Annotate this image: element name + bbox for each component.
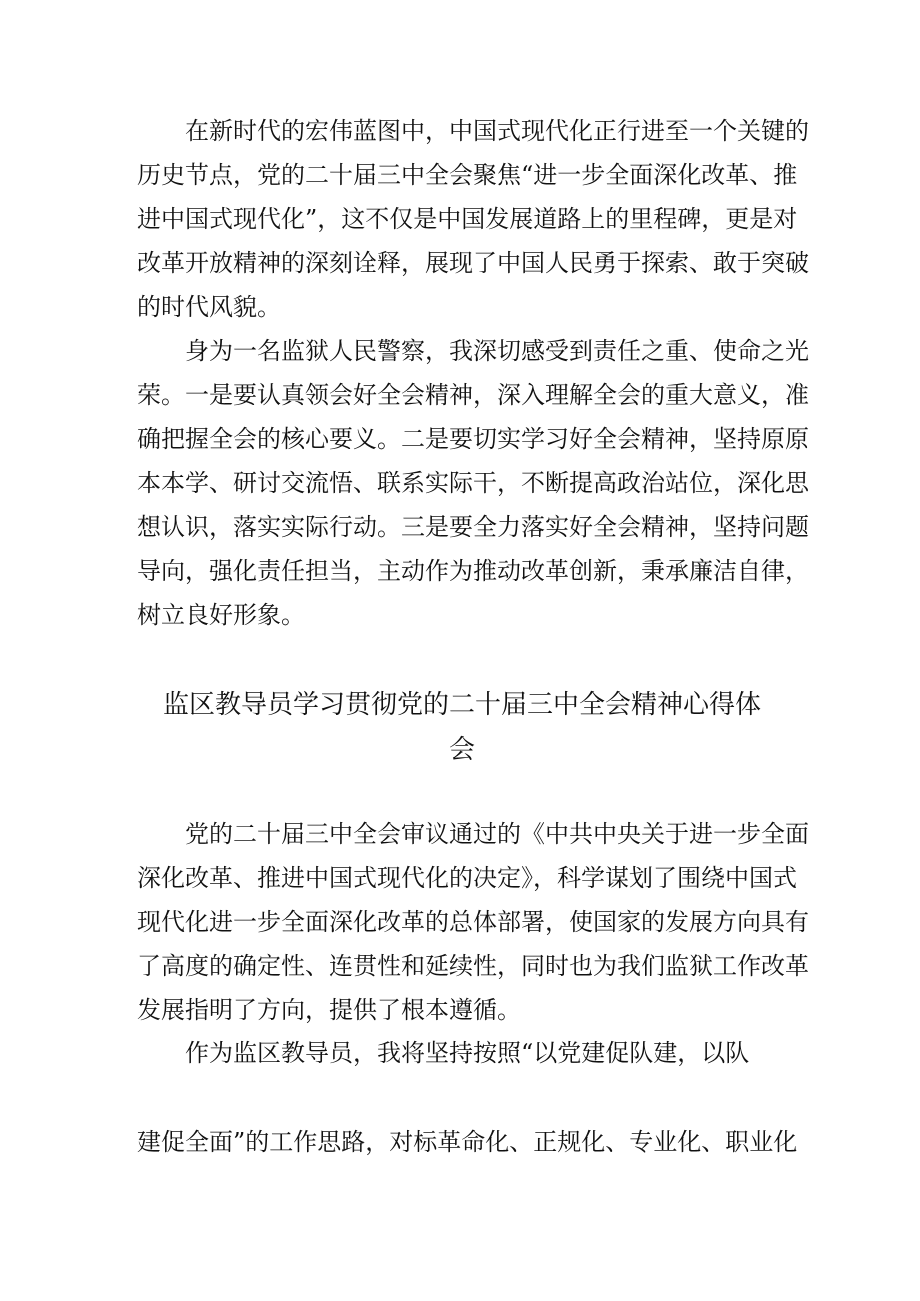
text-line: 历史节点，党的二十届三中全会聚焦“进一步全面深化改革、推 bbox=[137, 161, 798, 189]
text-line: 了高度的确定性、连贯性和延续性，同时也为我们监狱工作改革 bbox=[137, 952, 809, 980]
text-line: 身为一名监狱人民警察，我深切感受到责任之重、使命之光 bbox=[137, 337, 809, 365]
text-line: 发展指明了方向，提供了根本遵循。 bbox=[137, 996, 521, 1024]
text-line: 进中国式现代化”，这不仅是中国发展道路上的里程碑，更是对 bbox=[137, 205, 798, 233]
text-line: 导向，强化责任担当，主动作为推动改革创新，秉承廉洁自律， bbox=[137, 557, 809, 585]
text-line: 现代化进一步全面深化改革的总体部署，使国家的发展方向具有 bbox=[137, 908, 809, 936]
text-line: 确把握全会的核心要义。二是要切实学习好全会精神，坚持原原 bbox=[137, 425, 809, 453]
text-line: 建促全面”的工作思路，对标革命化、正规化、专业化、职业化 bbox=[137, 1128, 798, 1156]
text-line: 改革开放精神的深刻诠释，展现了中国人民勇于探索、敢于突破 bbox=[137, 249, 809, 277]
text-line: 作为监区教导员，我将坚持按照“以党建促队建，以队 bbox=[137, 1039, 750, 1067]
text-line: 党的二十届三中全会审议通过的《中共中央关于进一步全面 bbox=[137, 820, 809, 848]
text-line: 荣。一是要认真领会好全会精神，深入理解全会的重大意义，准 bbox=[137, 381, 809, 409]
article-title-line-1: 监区教导员学习贯彻党的二十届三中全会精神心得体 bbox=[162, 690, 761, 720]
text-line: 本本学、研讨交流悟、联系实际干，不断提高政治站位，深化思 bbox=[137, 469, 809, 497]
text-line: 想认识，落实实际行动。三是要全力落实好全会精神，坚持问题 bbox=[137, 513, 809, 541]
text-line: 深化改革、推进中国式现代化的决定》，科学谋划了围绕中国式 bbox=[137, 864, 797, 892]
text-line: 的时代风貌。 bbox=[137, 293, 281, 321]
text-line: 在新时代的宏伟蓝图中，中国式现代化正行进至一个关键的 bbox=[137, 117, 809, 145]
text-line: 树立良好形象。 bbox=[137, 601, 305, 629]
article-title-line-2: 会 bbox=[448, 735, 475, 765]
